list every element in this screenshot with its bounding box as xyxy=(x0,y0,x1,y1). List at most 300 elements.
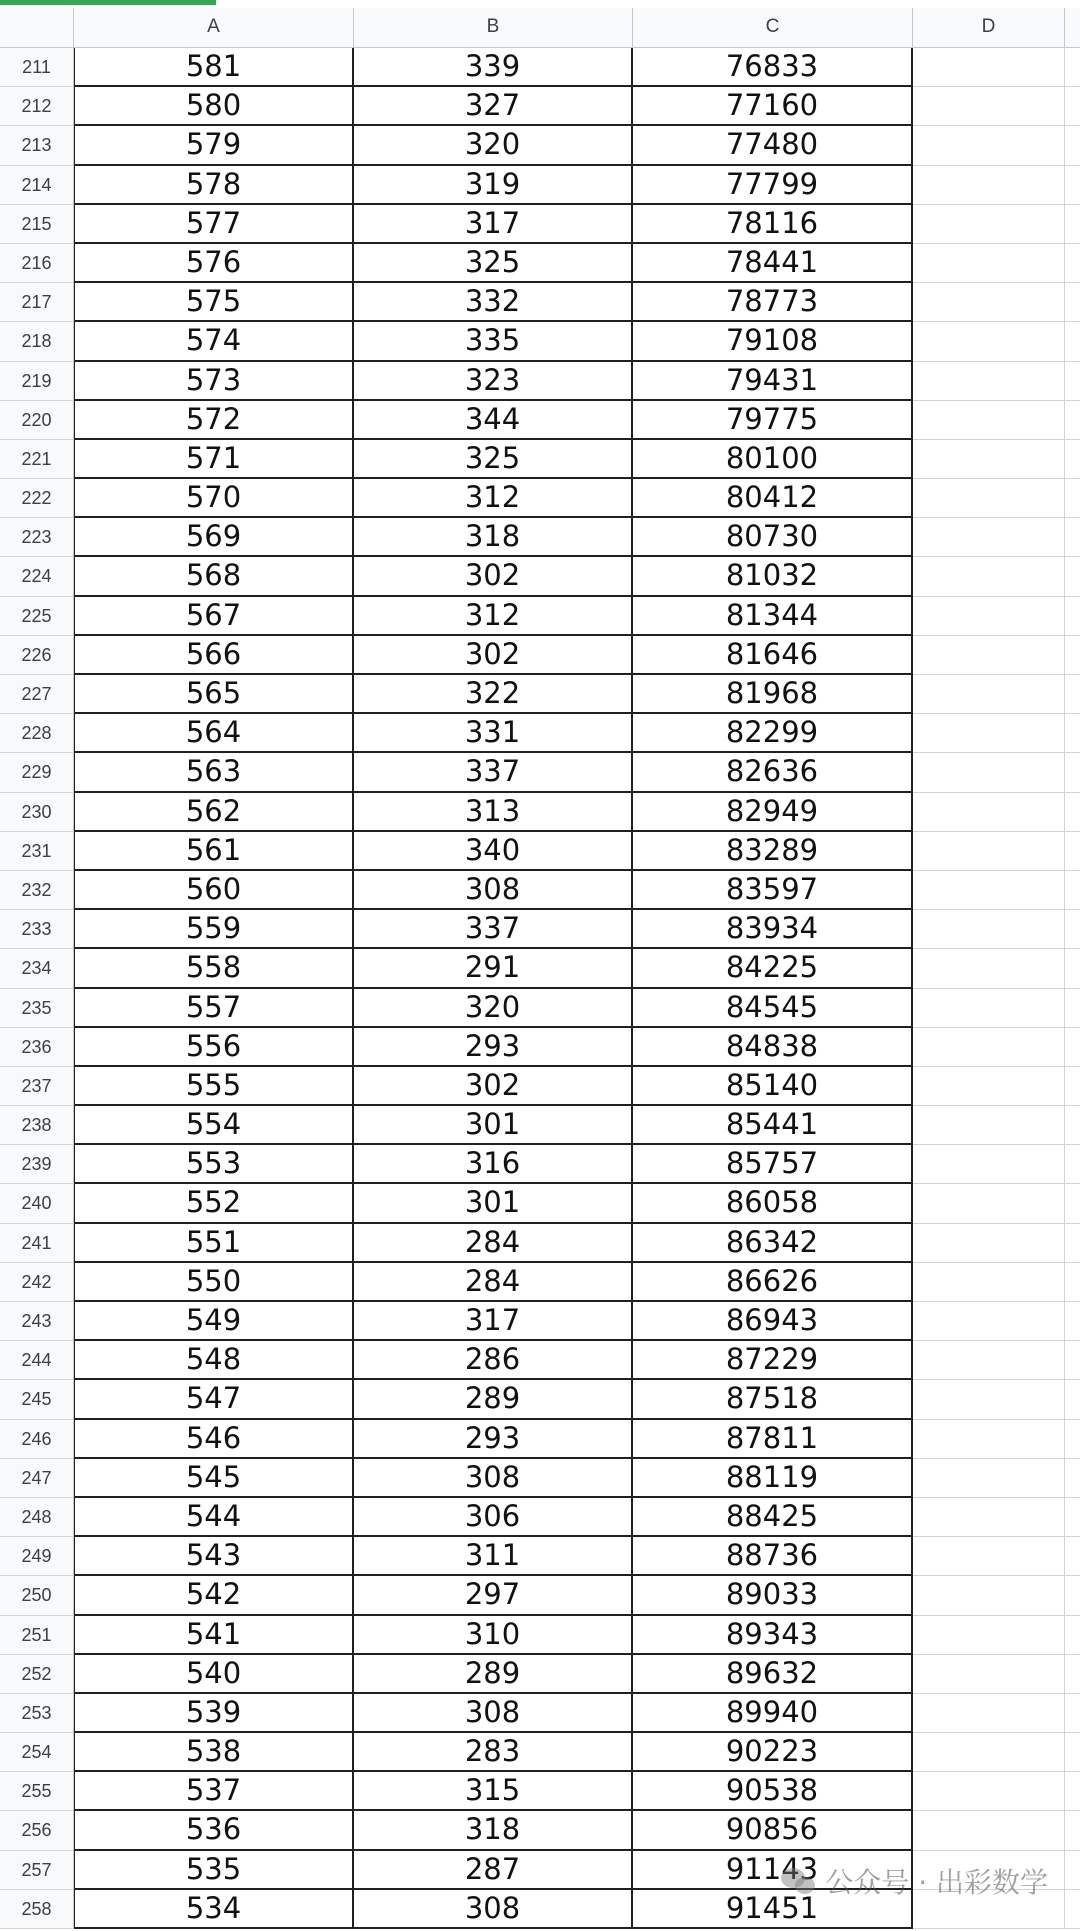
cell-b[interactable]: 320 xyxy=(354,126,633,165)
cell-e[interactable] xyxy=(1065,1028,1080,1067)
cell-c[interactable]: 78441 xyxy=(633,244,913,283)
cell-c[interactable]: 86342 xyxy=(633,1224,913,1263)
cell-a[interactable]: 560 xyxy=(74,871,354,910)
cell-a[interactable]: 534 xyxy=(74,1890,354,1929)
row-number[interactable]: 240 xyxy=(0,1184,74,1223)
cell-e[interactable] xyxy=(1065,479,1080,518)
cell-d[interactable] xyxy=(913,244,1065,283)
row-number[interactable]: 221 xyxy=(0,440,74,479)
cell-e[interactable] xyxy=(1065,1380,1080,1419)
cell-b[interactable]: 335 xyxy=(354,322,633,361)
cell-a[interactable]: 567 xyxy=(74,597,354,636)
cell-b[interactable]: 337 xyxy=(354,753,633,792)
cell-b[interactable]: 339 xyxy=(354,48,633,87)
row-number[interactable]: 252 xyxy=(0,1655,74,1694)
cell-e[interactable] xyxy=(1065,283,1080,322)
row-number[interactable]: 212 xyxy=(0,87,74,126)
row-number[interactable]: 242 xyxy=(0,1263,74,1302)
cell-c[interactable]: 89940 xyxy=(633,1694,913,1733)
cell-b[interactable]: 319 xyxy=(354,166,633,205)
cell-b[interactable]: 318 xyxy=(354,1811,633,1850)
cell-b[interactable]: 286 xyxy=(354,1341,633,1380)
cell-a[interactable]: 551 xyxy=(74,1224,354,1263)
cell-a[interactable]: 550 xyxy=(74,1263,354,1302)
row-number[interactable]: 224 xyxy=(0,557,74,596)
cell-c[interactable]: 80730 xyxy=(633,518,913,557)
cell-b[interactable]: 284 xyxy=(354,1263,633,1302)
cell-d[interactable] xyxy=(913,1224,1065,1263)
cell-a[interactable]: 570 xyxy=(74,479,354,518)
cell-c[interactable]: 85140 xyxy=(633,1067,913,1106)
row-number[interactable]: 236 xyxy=(0,1028,74,1067)
cell-a[interactable]: 548 xyxy=(74,1341,354,1380)
cell-a[interactable]: 537 xyxy=(74,1772,354,1811)
cell-b[interactable]: 306 xyxy=(354,1498,633,1537)
loading-progress-bar xyxy=(0,0,216,5)
cell-c[interactable]: 82299 xyxy=(633,714,913,753)
cell-e[interactable] xyxy=(1065,126,1080,165)
cell-c[interactable]: 90223 xyxy=(633,1733,913,1772)
cell-a[interactable]: 581 xyxy=(74,48,354,87)
table-row xyxy=(0,832,1080,871)
column-header-row xyxy=(0,8,1080,48)
cell-c[interactable]: 89343 xyxy=(633,1616,913,1655)
cell-a[interactable]: 565 xyxy=(74,675,354,714)
cell-d[interactable] xyxy=(913,1341,1065,1380)
cell-d[interactable] xyxy=(913,714,1065,753)
row-number[interactable]: 256 xyxy=(0,1811,74,1850)
cell-b[interactable]: 340 xyxy=(354,832,633,871)
cell-d[interactable] xyxy=(913,166,1065,205)
cell-e[interactable] xyxy=(1065,1302,1080,1341)
cell-a[interactable]: 554 xyxy=(74,1106,354,1145)
cell-e[interactable] xyxy=(1065,1420,1080,1459)
cell-d[interactable] xyxy=(913,1067,1065,1106)
cell-d[interactable] xyxy=(913,557,1065,596)
cell-d[interactable] xyxy=(913,401,1065,440)
row-number[interactable]: 225 xyxy=(0,597,74,636)
cell-b[interactable]: 283 xyxy=(354,1733,633,1772)
cell-b[interactable]: 325 xyxy=(354,440,633,479)
row-number[interactable]: 227 xyxy=(0,675,74,714)
cell-c[interactable]: 84838 xyxy=(633,1028,913,1067)
cell-c[interactable]: 79775 xyxy=(633,401,913,440)
row-number[interactable]: 235 xyxy=(0,989,74,1028)
cell-e[interactable] xyxy=(1065,1145,1080,1184)
column-header-e[interactable] xyxy=(1065,8,1080,47)
cell-c[interactable]: 78773 xyxy=(633,283,913,322)
table-row xyxy=(0,1302,1080,1341)
cell-a[interactable]: 538 xyxy=(74,1733,354,1772)
cell-d[interactable] xyxy=(913,949,1065,988)
cell-a[interactable]: 563 xyxy=(74,753,354,792)
row-number[interactable]: 214 xyxy=(0,166,74,205)
cell-a[interactable]: 566 xyxy=(74,636,354,675)
cell-e[interactable] xyxy=(1065,1733,1080,1772)
cell-e[interactable] xyxy=(1065,1263,1080,1302)
row-number[interactable]: 230 xyxy=(0,793,74,832)
cell-e[interactable] xyxy=(1065,322,1080,361)
row-number[interactable]: 241 xyxy=(0,1224,74,1263)
cell-e[interactable] xyxy=(1065,1537,1080,1576)
cell-b[interactable]: 323 xyxy=(354,362,633,401)
cell-a[interactable]: 545 xyxy=(74,1459,354,1498)
cell-c[interactable]: 80100 xyxy=(633,440,913,479)
row-number[interactable]: 238 xyxy=(0,1106,74,1145)
cell-a[interactable]: 553 xyxy=(74,1145,354,1184)
cell-a[interactable]: 547 xyxy=(74,1380,354,1419)
cell-c[interactable]: 83597 xyxy=(633,871,913,910)
cell-e[interactable] xyxy=(1065,362,1080,401)
row-number[interactable]: 246 xyxy=(0,1420,74,1459)
cell-a[interactable]: 546 xyxy=(74,1420,354,1459)
cell-a[interactable]: 544 xyxy=(74,1498,354,1537)
row-number[interactable]: 244 xyxy=(0,1341,74,1380)
row-number[interactable]: 250 xyxy=(0,1576,74,1615)
cell-b[interactable]: 293 xyxy=(354,1028,633,1067)
cell-e[interactable] xyxy=(1065,244,1080,283)
cell-d[interactable] xyxy=(913,753,1065,792)
cell-d[interactable] xyxy=(913,1106,1065,1145)
cell-e[interactable] xyxy=(1065,440,1080,479)
cell-d[interactable] xyxy=(913,793,1065,832)
table-row xyxy=(0,1420,1080,1459)
cell-a[interactable]: 576 xyxy=(74,244,354,283)
cell-d[interactable] xyxy=(913,989,1065,1028)
cell-c[interactable]: 79108 xyxy=(633,322,913,361)
cell-c[interactable]: 83289 xyxy=(633,832,913,871)
row-number[interactable]: 228 xyxy=(0,714,74,753)
cell-b[interactable]: 312 xyxy=(354,597,633,636)
cell-c[interactable]: 77160 xyxy=(633,87,913,126)
cell-e[interactable] xyxy=(1065,1459,1080,1498)
cell-e[interactable] xyxy=(1065,989,1080,1028)
cell-c[interactable]: 88425 xyxy=(633,1498,913,1537)
row-number[interactable]: 218 xyxy=(0,322,74,361)
cell-c[interactable]: 90856 xyxy=(633,1811,913,1850)
cell-a[interactable]: 559 xyxy=(74,910,354,949)
cell-b[interactable]: 291 xyxy=(354,949,633,988)
cell-e[interactable] xyxy=(1065,1224,1080,1263)
cell-d[interactable] xyxy=(913,1694,1065,1733)
cell-b[interactable]: 311 xyxy=(354,1537,633,1576)
cell-e[interactable] xyxy=(1065,1851,1080,1890)
cell-c[interactable]: 87811 xyxy=(633,1420,913,1459)
cell-c[interactable]: 91451 xyxy=(633,1890,913,1929)
column-header-b[interactable]: B xyxy=(354,8,633,47)
cell-c[interactable]: 77799 xyxy=(633,166,913,205)
cell-a[interactable]: 541 xyxy=(74,1616,354,1655)
cell-e[interactable] xyxy=(1065,871,1080,910)
cell-a[interactable]: 557 xyxy=(74,989,354,1028)
cell-b[interactable]: 284 xyxy=(354,1224,633,1263)
cell-e[interactable] xyxy=(1065,1341,1080,1380)
cell-c[interactable]: 76833 xyxy=(633,48,913,87)
cell-d[interactable] xyxy=(913,1028,1065,1067)
cell-b[interactable]: 313 xyxy=(354,793,633,832)
cell-d[interactable] xyxy=(913,1184,1065,1223)
cell-a[interactable]: 575 xyxy=(74,283,354,322)
row-number[interactable]: 233 xyxy=(0,910,74,949)
cell-b[interactable]: 301 xyxy=(354,1106,633,1145)
cell-e[interactable] xyxy=(1065,87,1080,126)
cell-e[interactable] xyxy=(1065,1576,1080,1615)
cell-c[interactable]: 79431 xyxy=(633,362,913,401)
cell-c[interactable]: 85757 xyxy=(633,1145,913,1184)
cell-d[interactable] xyxy=(913,48,1065,87)
cell-b[interactable]: 337 xyxy=(354,910,633,949)
cell-d[interactable] xyxy=(913,597,1065,636)
cell-d[interactable] xyxy=(913,1459,1065,1498)
select-all-corner[interactable] xyxy=(0,8,74,47)
cell-d[interactable] xyxy=(913,322,1065,361)
cell-c[interactable]: 82636 xyxy=(633,753,913,792)
row-number[interactable]: 234 xyxy=(0,949,74,988)
cell-b[interactable]: 302 xyxy=(354,636,633,675)
cell-e[interactable] xyxy=(1065,1498,1080,1537)
row-number[interactable]: 247 xyxy=(0,1459,74,1498)
cell-d[interactable] xyxy=(913,1498,1065,1537)
cell-c[interactable]: 88119 xyxy=(633,1459,913,1498)
cell-e[interactable] xyxy=(1065,910,1080,949)
cell-b[interactable]: 315 xyxy=(354,1772,633,1811)
cell-e[interactable] xyxy=(1065,949,1080,988)
cell-e[interactable] xyxy=(1065,1184,1080,1223)
cell-e[interactable] xyxy=(1065,1694,1080,1733)
cell-d[interactable] xyxy=(913,1537,1065,1576)
cell-a[interactable]: 536 xyxy=(74,1811,354,1850)
cell-b[interactable]: 308 xyxy=(354,1459,633,1498)
cell-a[interactable]: 564 xyxy=(74,714,354,753)
cell-d[interactable] xyxy=(913,1380,1065,1419)
cell-b[interactable]: 317 xyxy=(354,1302,633,1341)
cell-e[interactable] xyxy=(1065,518,1080,557)
cell-c[interactable]: 80412 xyxy=(633,479,913,518)
table-row xyxy=(0,1459,1080,1498)
row-number[interactable]: 229 xyxy=(0,753,74,792)
cell-d[interactable] xyxy=(913,636,1065,675)
cell-b[interactable]: 310 xyxy=(354,1616,633,1655)
cell-a[interactable]: 561 xyxy=(74,832,354,871)
cell-d[interactable] xyxy=(913,440,1065,479)
cell-e[interactable] xyxy=(1065,675,1080,714)
cell-a[interactable]: 568 xyxy=(74,557,354,596)
cell-a[interactable]: 578 xyxy=(74,166,354,205)
cell-a[interactable]: 573 xyxy=(74,362,354,401)
cell-d[interactable] xyxy=(913,1655,1065,1694)
row-number[interactable]: 215 xyxy=(0,205,74,244)
cell-a[interactable]: 579 xyxy=(74,126,354,165)
cell-b[interactable]: 331 xyxy=(354,714,633,753)
cell-d[interactable] xyxy=(913,910,1065,949)
row-number[interactable]: 216 xyxy=(0,244,74,283)
cell-d[interactable] xyxy=(913,126,1065,165)
cell-d[interactable] xyxy=(913,479,1065,518)
cell-d[interactable] xyxy=(913,871,1065,910)
cell-d[interactable] xyxy=(913,1616,1065,1655)
cell-c[interactable]: 81344 xyxy=(633,597,913,636)
cell-e[interactable] xyxy=(1065,832,1080,871)
cell-d[interactable] xyxy=(913,1733,1065,1772)
cell-d[interactable] xyxy=(913,205,1065,244)
cell-a[interactable]: 572 xyxy=(74,401,354,440)
cell-e[interactable] xyxy=(1065,1655,1080,1694)
cell-b[interactable]: 316 xyxy=(354,1145,633,1184)
cell-e[interactable] xyxy=(1065,1772,1080,1811)
cell-a[interactable]: 569 xyxy=(74,518,354,557)
row-number[interactable]: 245 xyxy=(0,1380,74,1419)
cell-d[interactable] xyxy=(913,1263,1065,1302)
cell-b[interactable]: 297 xyxy=(354,1576,633,1615)
row-number[interactable]: 254 xyxy=(0,1733,74,1772)
cell-c[interactable]: 86943 xyxy=(633,1302,913,1341)
row-number[interactable]: 239 xyxy=(0,1145,74,1184)
cell-c[interactable]: 85441 xyxy=(633,1106,913,1145)
cell-b[interactable]: 320 xyxy=(354,989,633,1028)
row-number[interactable]: 251 xyxy=(0,1616,74,1655)
cell-b[interactable]: 317 xyxy=(354,205,633,244)
row-number[interactable]: 255 xyxy=(0,1772,74,1811)
table-row xyxy=(0,871,1080,910)
row-number[interactable]: 226 xyxy=(0,636,74,675)
cell-d[interactable] xyxy=(913,362,1065,401)
cell-c[interactable]: 89632 xyxy=(633,1655,913,1694)
row-number[interactable]: 237 xyxy=(0,1067,74,1106)
row-number[interactable]: 219 xyxy=(0,362,74,401)
cell-a[interactable]: 540 xyxy=(74,1655,354,1694)
cell-e[interactable] xyxy=(1065,1811,1080,1850)
cell-c[interactable]: 86626 xyxy=(633,1263,913,1302)
cell-e[interactable] xyxy=(1065,48,1080,87)
cell-e[interactable] xyxy=(1065,714,1080,753)
cell-c[interactable]: 78116 xyxy=(633,205,913,244)
cell-d[interactable] xyxy=(913,518,1065,557)
column-header-d[interactable]: D xyxy=(913,8,1065,47)
cell-d[interactable] xyxy=(913,1576,1065,1615)
table-row xyxy=(0,1498,1080,1537)
cell-d[interactable] xyxy=(913,1772,1065,1811)
cell-a[interactable]: 549 xyxy=(74,1302,354,1341)
cell-d[interactable] xyxy=(913,1811,1065,1850)
cell-b[interactable]: 287 xyxy=(354,1851,633,1890)
row-number[interactable]: 222 xyxy=(0,479,74,518)
row-number[interactable]: 213 xyxy=(0,126,74,165)
cell-e[interactable] xyxy=(1065,166,1080,205)
cell-a[interactable]: 577 xyxy=(74,205,354,244)
cell-c[interactable]: 81646 xyxy=(633,636,913,675)
cell-b[interactable]: 289 xyxy=(354,1380,633,1419)
cell-e[interactable] xyxy=(1065,1890,1080,1929)
cell-e[interactable] xyxy=(1065,597,1080,636)
column-header-a[interactable]: A xyxy=(74,8,354,47)
cell-b[interactable]: 332 xyxy=(354,283,633,322)
cell-b[interactable]: 308 xyxy=(354,871,633,910)
cell-c[interactable]: 90538 xyxy=(633,1772,913,1811)
cell-d[interactable] xyxy=(913,87,1065,126)
cell-d[interactable] xyxy=(913,1302,1065,1341)
cell-a[interactable]: 535 xyxy=(74,1851,354,1890)
cell-e[interactable] xyxy=(1065,557,1080,596)
cell-e[interactable] xyxy=(1065,753,1080,792)
cell-c[interactable]: 77480 xyxy=(633,126,913,165)
cell-c[interactable]: 82949 xyxy=(633,793,913,832)
cell-b[interactable]: 344 xyxy=(354,401,633,440)
cell-a[interactable]: 558 xyxy=(74,949,354,988)
cell-e[interactable] xyxy=(1065,636,1080,675)
cell-e[interactable] xyxy=(1065,401,1080,440)
cell-a[interactable]: 580 xyxy=(74,87,354,126)
cell-b[interactable]: 302 xyxy=(354,557,633,596)
cell-c[interactable]: 87229 xyxy=(633,1341,913,1380)
cell-b[interactable]: 289 xyxy=(354,1655,633,1694)
row-number[interactable]: 211 xyxy=(0,48,74,87)
cell-e[interactable] xyxy=(1065,1616,1080,1655)
cell-e[interactable] xyxy=(1065,1106,1080,1145)
cell-c[interactable]: 88736 xyxy=(633,1537,913,1576)
cell-c[interactable]: 87518 xyxy=(633,1380,913,1419)
cell-b[interactable]: 322 xyxy=(354,675,633,714)
row-number[interactable]: 223 xyxy=(0,518,74,557)
row-number[interactable]: 258 xyxy=(0,1890,74,1929)
row-number[interactable]: 217 xyxy=(0,283,74,322)
cell-a[interactable]: 542 xyxy=(74,1576,354,1615)
cell-a[interactable]: 556 xyxy=(74,1028,354,1067)
row-number[interactable]: 253 xyxy=(0,1694,74,1733)
cell-c[interactable]: 84225 xyxy=(633,949,913,988)
row-number[interactable]: 243 xyxy=(0,1302,74,1341)
cell-b[interactable]: 308 xyxy=(354,1694,633,1733)
cell-e[interactable] xyxy=(1065,793,1080,832)
cell-d[interactable] xyxy=(913,1420,1065,1459)
cell-a[interactable]: 543 xyxy=(74,1537,354,1576)
cell-c[interactable]: 81032 xyxy=(633,557,913,596)
cell-a[interactable]: 539 xyxy=(74,1694,354,1733)
cell-d[interactable] xyxy=(913,675,1065,714)
cell-b[interactable]: 312 xyxy=(354,479,633,518)
cell-d[interactable] xyxy=(913,1145,1065,1184)
cell-c[interactable]: 91143 xyxy=(633,1851,913,1890)
cell-c[interactable]: 89033 xyxy=(633,1576,913,1615)
cell-d[interactable] xyxy=(913,832,1065,871)
cell-c[interactable]: 84545 xyxy=(633,989,913,1028)
row-number[interactable]: 220 xyxy=(0,401,74,440)
cell-b[interactable]: 327 xyxy=(354,87,633,126)
cell-b[interactable]: 308 xyxy=(354,1890,633,1929)
cell-b[interactable]: 325 xyxy=(354,244,633,283)
cell-a[interactable]: 552 xyxy=(74,1184,354,1223)
row-number[interactable]: 232 xyxy=(0,871,74,910)
column-header-c[interactable]: C xyxy=(633,8,913,47)
cell-c[interactable]: 83934 xyxy=(633,910,913,949)
row-number[interactable]: 257 xyxy=(0,1851,74,1890)
row-number[interactable]: 248 xyxy=(0,1498,74,1537)
cell-a[interactable]: 574 xyxy=(74,322,354,361)
cell-b[interactable]: 302 xyxy=(354,1067,633,1106)
cell-a[interactable]: 571 xyxy=(74,440,354,479)
cell-c[interactable]: 86058 xyxy=(633,1184,913,1223)
cell-d[interactable] xyxy=(913,283,1065,322)
cell-b[interactable]: 293 xyxy=(354,1420,633,1459)
cell-e[interactable] xyxy=(1065,205,1080,244)
cell-a[interactable]: 562 xyxy=(74,793,354,832)
cell-a[interactable]: 555 xyxy=(74,1067,354,1106)
row-number[interactable]: 231 xyxy=(0,832,74,871)
cell-e[interactable] xyxy=(1065,1067,1080,1106)
cell-c[interactable]: 81968 xyxy=(633,675,913,714)
row-number[interactable]: 249 xyxy=(0,1537,74,1576)
cell-b[interactable]: 301 xyxy=(354,1184,633,1223)
cell-b[interactable]: 318 xyxy=(354,518,633,557)
